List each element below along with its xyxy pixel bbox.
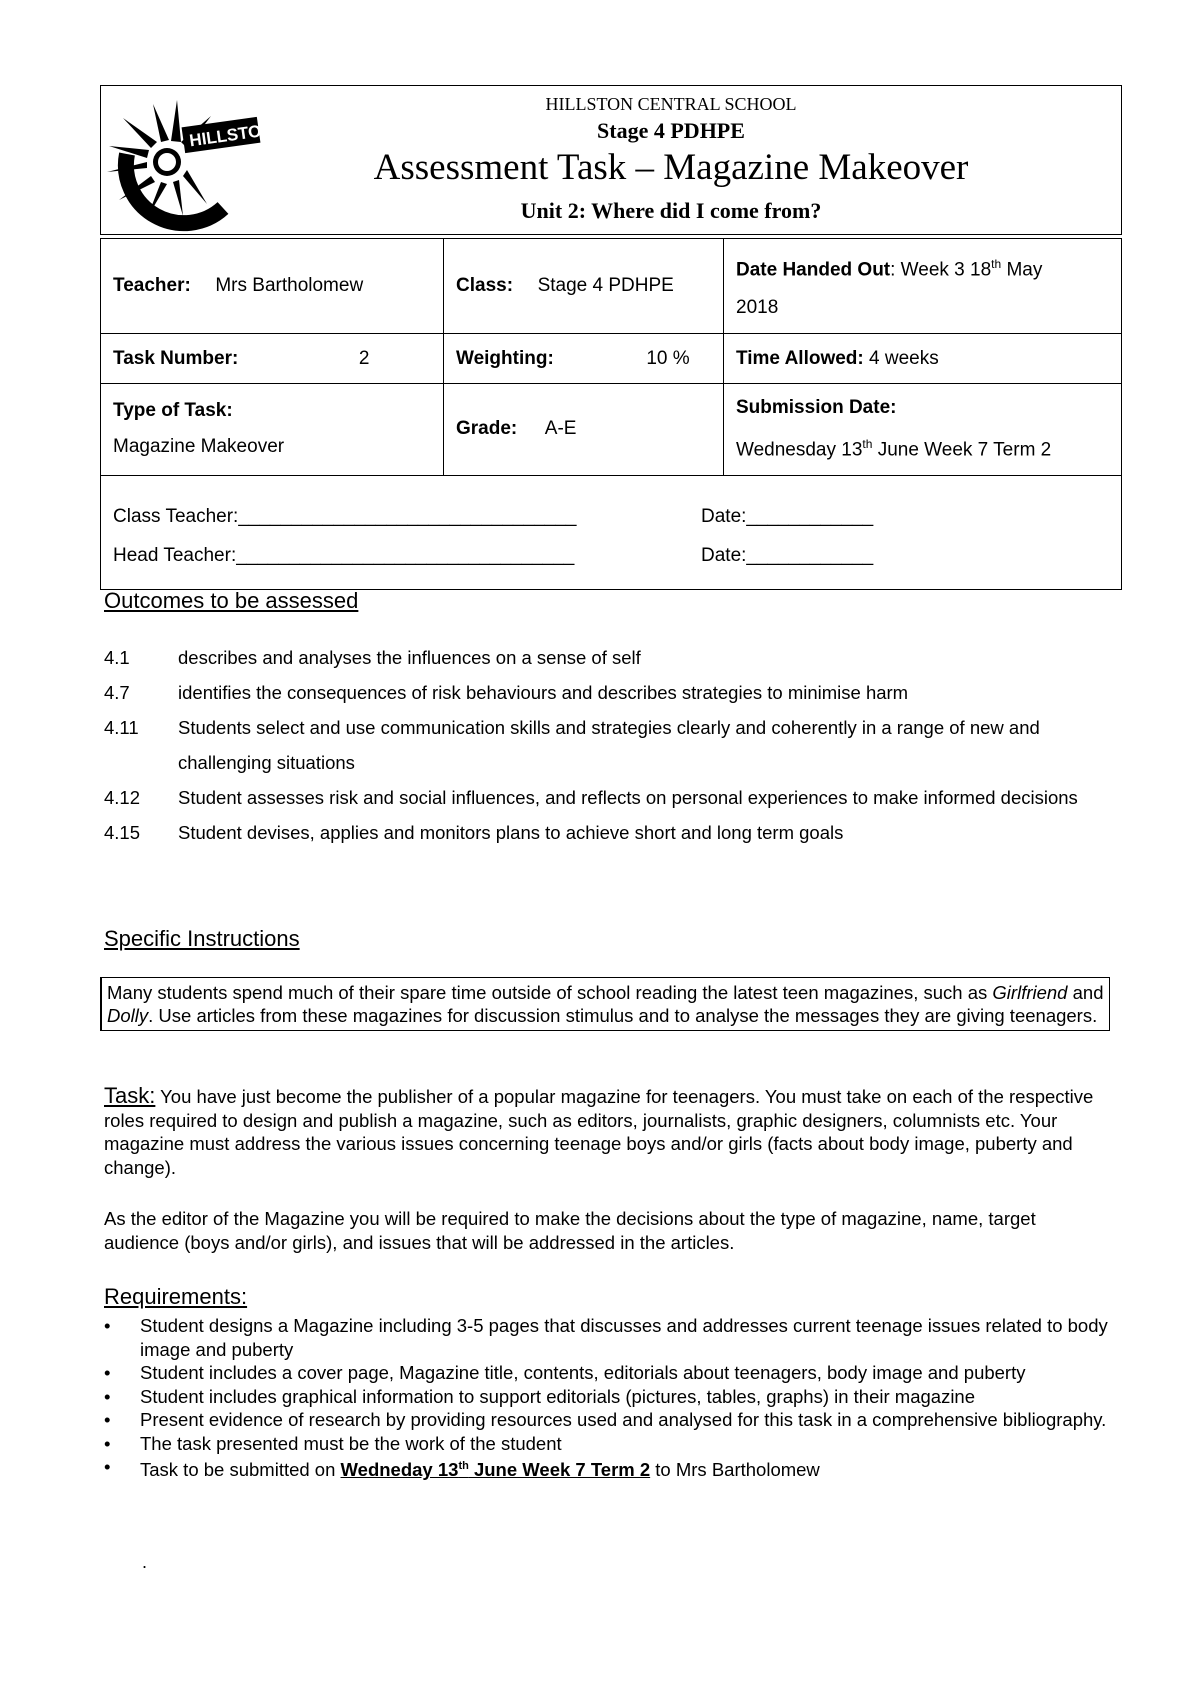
teacher-value: Mrs Bartholomew [215,275,364,297]
outcome-item [104,710,1114,780]
teacher-label: Teacher: [113,275,191,297]
submission-date-bold [341,1459,651,1480]
submission-label: Submission Date: [736,397,897,419]
signature-cell [101,475,1122,589]
date-handed-value: : Week 3 18 [890,259,992,281]
bullet-icon: • [104,1432,111,1454]
requirement-text: Student designs a Magazine including 3-5 pages that discusses and addresses current teenage issues related to body image and puberty [140,1315,1108,1360]
class-teacher-line: Class Teacher:________________________________ [113,506,577,528]
task-info-table [100,238,1122,590]
date-handed-label: Date Handed Out [736,259,891,281]
outcome-item [104,675,1114,710]
weighting-cell [444,334,724,384]
requirement-text: Student includes a cover page, Magazine title, contents, editorials about teenagers, body image and puberty [140,1362,1026,1383]
requirements-heading: Requirements: [104,1284,248,1309]
instructions-text-end: . Use articles from these magazines for discussion stimulus and to analyse the messages they are giving teenagers. [148,1005,1098,1026]
type-value: Magazine Makeover [113,436,285,458]
instructions-box [100,977,1110,1031]
requirement-item [104,1385,1114,1409]
outcome-item [104,815,1114,850]
submission-bold-pre: Wedneday 13 [340,1459,459,1481]
outcome-item [104,780,1114,815]
bullet-icon: • [104,1456,111,1477]
requirement-item [104,1314,1114,1361]
requirement-item [104,1361,1114,1385]
class-teacher-date: Date:____________ [701,506,874,528]
head-teacher-line: Head Teacher:________________________________ [113,545,575,567]
instructions-and: and [1067,982,1104,1003]
bullet-icon: • [104,1315,111,1336]
instructions-heading: Specific Instructions [104,926,300,951]
outcome-text: Student assesses risk and social influences, and reflects on personal experiences to make informed decisions [178,787,1078,808]
outcome-number: 4.11 [104,717,139,738]
requirement-item [104,1432,1114,1456]
task-text: You have just become the publisher of a popular magazine for teenagers. You must take on each of the respective roles required to design and publish a magazine, such as editors, journalists, graphic designers, columnists etc. Your magazine must address the various issues concerning teenage boys and/or girls (facts about body image, puberty and change). [104,1086,1094,1178]
class-label: Class: [456,275,514,297]
outcome-number: 4.1 [104,647,130,668]
school-name: HILLSTON CENTRAL SCHOOL [545,94,797,114]
grade-label: Grade: [456,418,518,440]
date-handed-month: May [1001,259,1043,281]
date-handed-year: 2018 [736,297,779,319]
document-header [100,85,1122,235]
date-handed-sup: th [991,257,1002,271]
time-allowed-value: 4 weeks [869,347,939,369]
task-number-cell [101,334,444,384]
submission-post: to Mrs Bartholomew [650,1459,820,1481]
task-number-value: 2 [358,347,370,369]
grade-value: A-E [544,418,577,440]
type-cell [101,384,444,475]
teacher-cell [101,239,444,334]
submission-bold-post: June Week 7 Term 2 [468,1459,651,1481]
task-number-label: Task Number: [113,347,239,369]
time-allowed-cell [724,334,1122,384]
bullet-icon: • [104,1409,111,1430]
outcome-text: Student devises, applies and monitors plans to achieve short and long term goals [178,822,844,843]
requirement-text: Present evidence of research by providing resources used and analysed for this task in a comprehensive bibliography. [140,1409,1107,1430]
requirement-submission [140,1455,1114,1482]
outcome-text: Students select and use communication skills and strategies clearly and coherently in a range of new and challenging situations [178,717,1040,773]
date-handed-cell [724,239,1122,334]
submission-sup: th [862,437,873,452]
class-cell [444,239,724,334]
time-allowed-label: Time Allowed: [736,347,864,369]
trailing-dot: . [142,1552,148,1572]
outcomes-list [104,640,1114,850]
type-label: Type of Task: [113,400,233,422]
outcome-number: 4.15 [104,822,141,843]
outcomes-heading: Outcomes to be assessed [104,588,359,613]
outcome-text: describes and analyses the influences on a sense of self [178,647,641,668]
requirements-list [104,1314,1114,1482]
bullet-icon: • [104,1385,111,1407]
head-teacher-date: Date:____________ [701,545,874,567]
stage-label: Stage 4 PDHPE [597,118,745,143]
page-title: Assessment Task – Magazine Makeover [373,147,969,188]
submission-cell [724,384,1122,475]
requirement-item [104,1455,1114,1482]
grade-cell [444,384,724,475]
requirement-text: The task presented must be the work of the student [140,1432,562,1454]
submission-bold-sup: th [458,1460,469,1472]
unit-title: Unit 2: Where did I come from? [520,198,822,223]
instructions-text: Many students spend much of their spare time outside of school reading the latest teen magazines, such as [107,982,993,1003]
outcome-number: 4.7 [104,682,130,703]
requirement-item [104,1408,1114,1432]
bullet-icon: • [104,1362,111,1383]
outcome-number: 4.12 [104,787,141,808]
outcome-item [104,640,1114,675]
submission-pre: Task to be submitted on [140,1459,341,1481]
task-paragraph [104,1084,1109,1179]
magazine-dolly: Dolly [107,1005,149,1026]
weighting-value: 10 % [646,347,690,369]
magazine-girlfriend: Girlfriend [992,982,1068,1003]
outcome-text: identifies the consequences of risk behaviours and describes strategies to minimise harm [178,682,909,703]
task-label: Task: [104,1083,156,1108]
weighting-label: Weighting: [456,347,554,369]
svg-text:HILLSTON: HILLSTON [188,119,275,151]
requirement-text: Student includes graphical information to support editorials (pictures, tables, graphs) in their magazine [140,1385,976,1407]
editor-paragraph: As the editor of the Magazine you will be required to make the decisions about the type of magazine, name, target audience (boys and/or girls), and issues that will be addressed in the articles. [104,1208,1036,1253]
submission-value-post: June Week 7 Term 2 [872,439,1052,461]
class-value: Stage 4 PDHPE [537,275,674,297]
submission-value: Wednesday 13 [736,439,863,461]
